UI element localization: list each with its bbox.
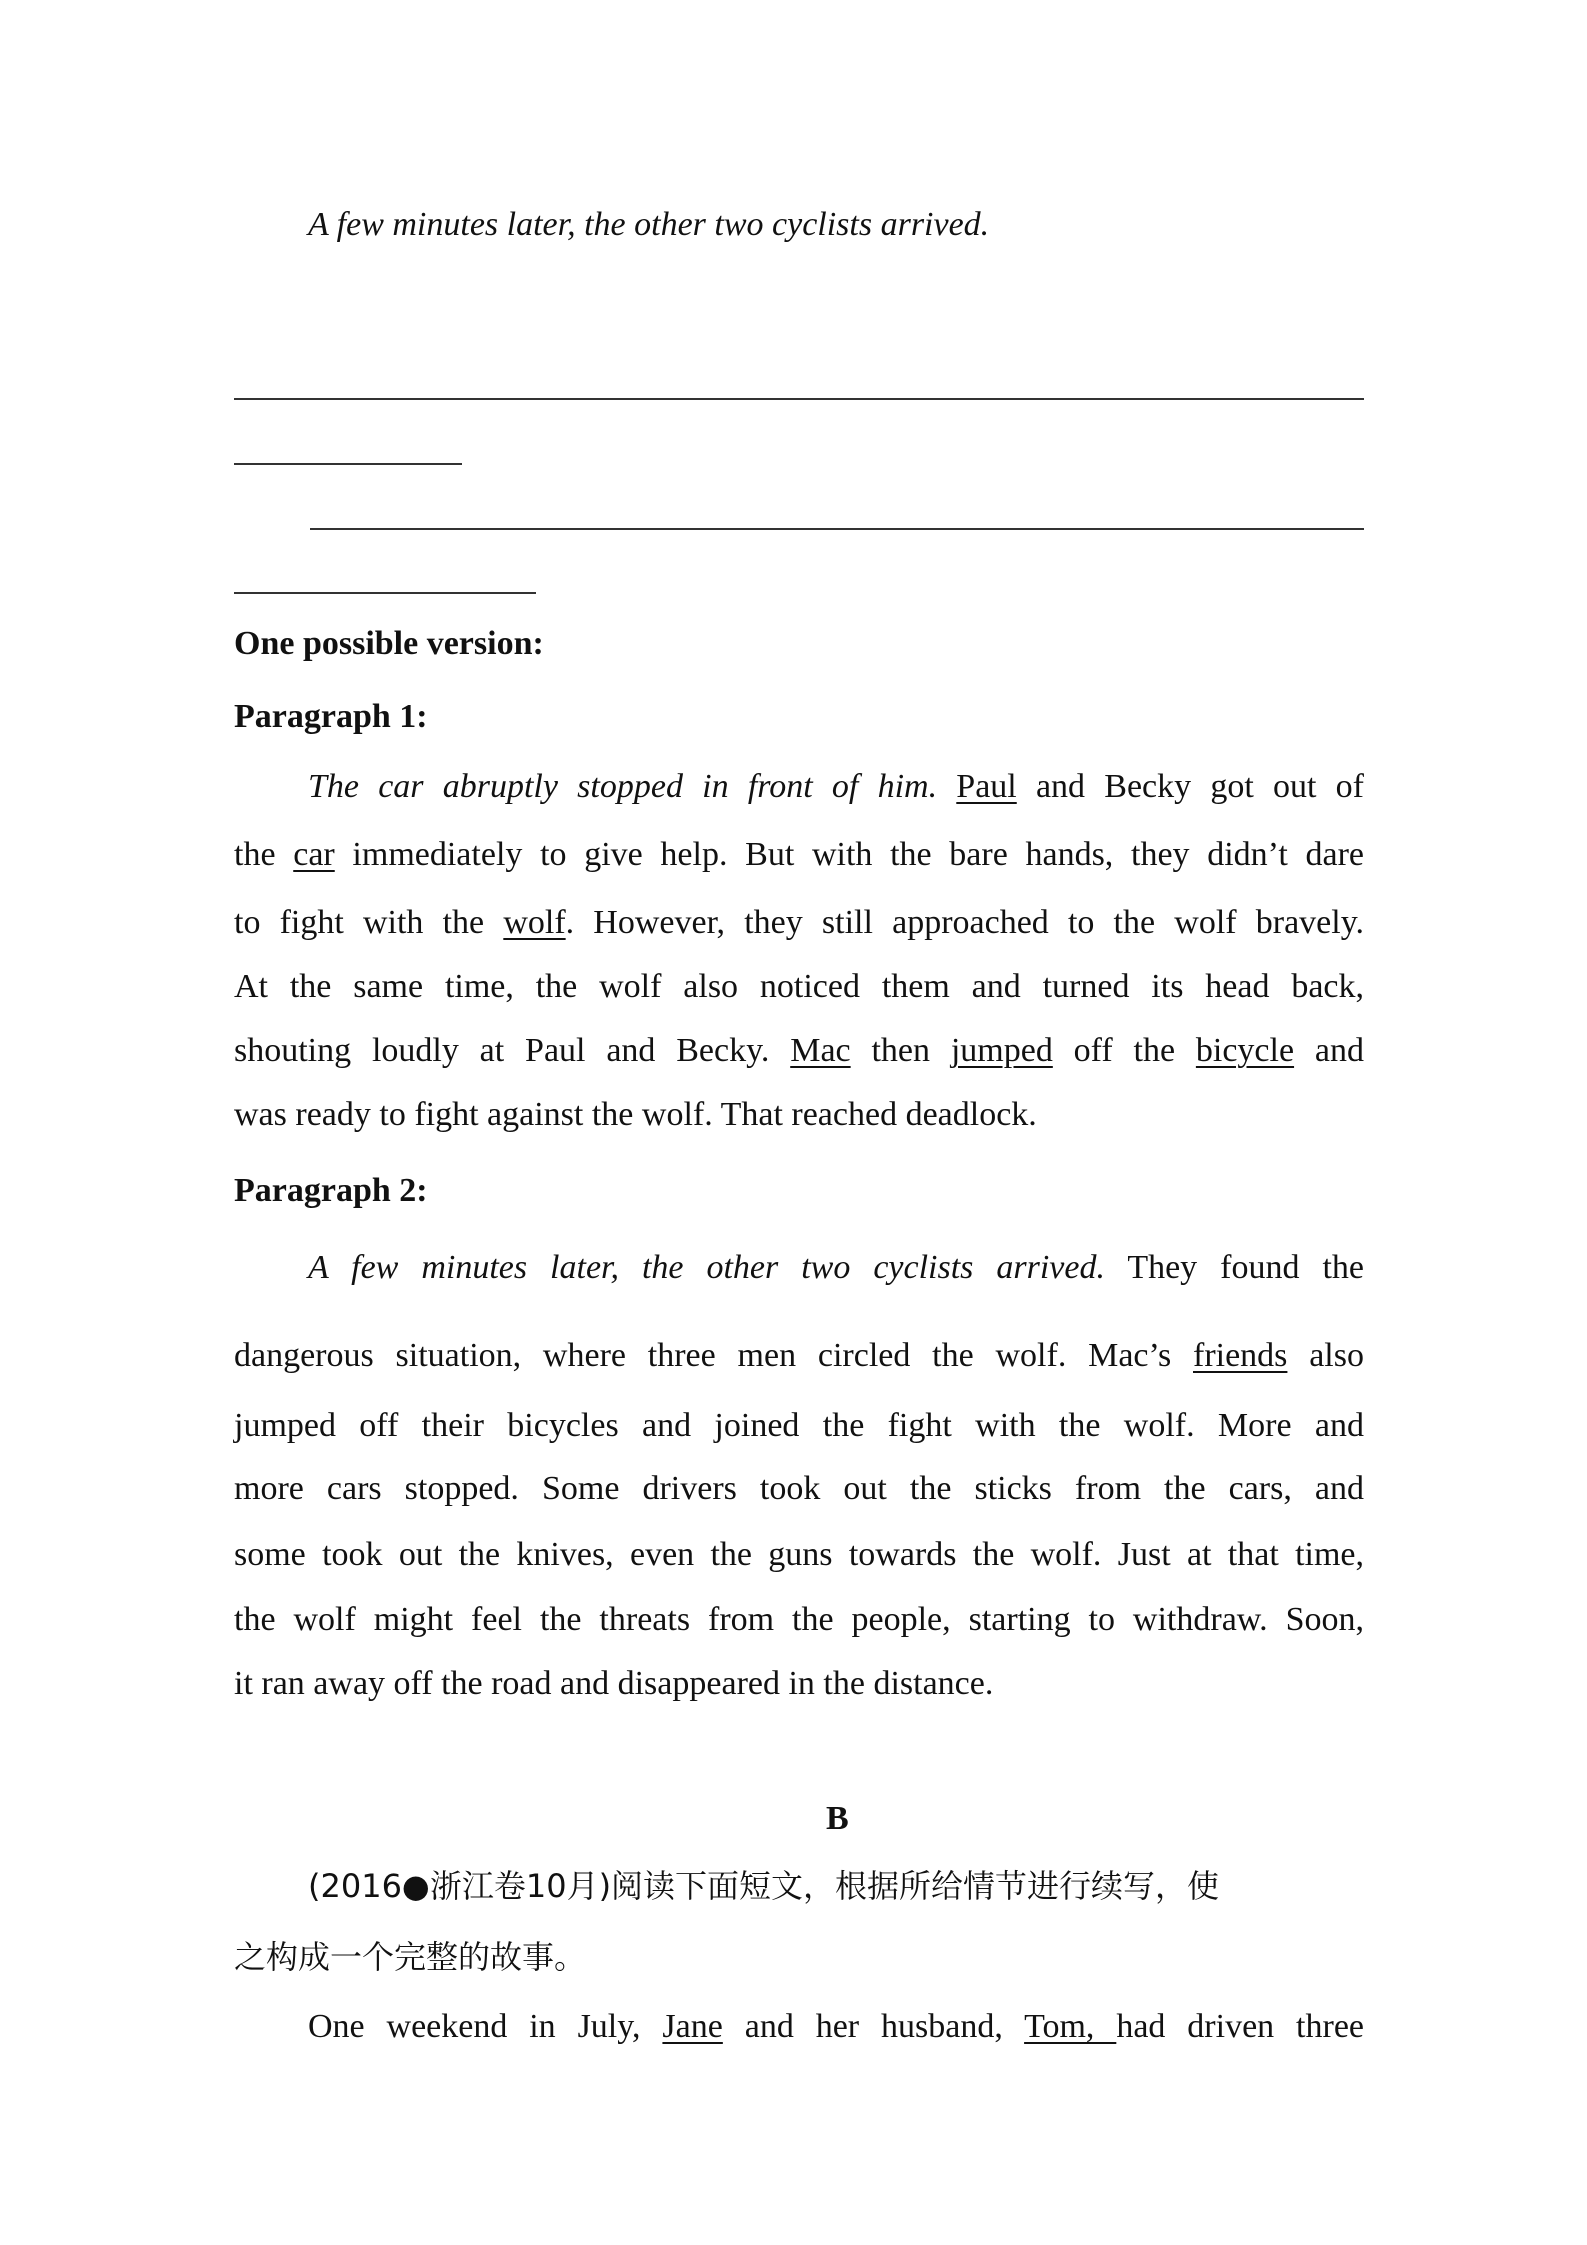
paragraph2-line: it ran away off the road and disappeared in the distance.: [234, 1665, 994, 1702]
paragraph1-label: Paragraph 1:: [234, 698, 428, 735]
paragraph2-label: Paragraph 2:: [234, 1172, 428, 1209]
prompt-sentence: A few minutes later, the other two cyclists arrived.: [308, 206, 990, 243]
section-b-heading: B: [826, 1800, 849, 1837]
answer-line: [234, 463, 462, 465]
paragraph2-line: the wolf might feel the threats from the people, starting to withdraw. Soon,: [234, 1601, 1364, 1638]
paragraph1-line: the car immediately to give help. But with the bare hands, they didn’t dare: [234, 836, 1365, 873]
paragraph2-line: jumped off their bicycles and joined the fight with the wolf. More and: [234, 1407, 1364, 1444]
version-heading: One possible version:: [234, 625, 544, 662]
paragraph2-line: A few minutes later, the other two cyclists arrived. They found the: [308, 1249, 1364, 1286]
paragraph1-line: to fight with the wolf. However, they still approached to the wolf bravely.: [234, 904, 1364, 941]
story-line-text: One weekend in July, Jane and her husband, Tom, had driven three: [308, 2008, 1364, 2045]
paragraph1-line: At the same time, the wolf also noticed them and turned its head back,: [234, 968, 1364, 1005]
answer-line: [234, 398, 1364, 400]
paragraph2-line: dangerous situation, where three men circled the wolf. Mac’s friends also: [234, 1337, 1364, 1374]
paragraph1-line: shouting loudly at Paul and Becky. Mac then jumped off the bicycle and: [234, 1032, 1364, 1069]
answer-line: [310, 528, 1364, 530]
paragraph2-line: more cars stopped. Some drivers took out the sticks from the cars, and: [234, 1470, 1364, 1507]
paragraph2-line: some took out the knives, even the guns towards the wolf. Just at that time,: [234, 1536, 1364, 1573]
answer-line: [234, 592, 536, 594]
paragraph1-line: The car abruptly stopped in front of him. Paul and Becky got out of: [308, 768, 1364, 805]
instruction-line-2: 之构成一个完整的故事。: [234, 1938, 587, 1976]
paragraph1-line: was ready to fight against the wolf. That reached deadlock.: [234, 1096, 1037, 1133]
instruction-line-1: (2016●浙江卷10月)阅读下面短文，根据所给情节进行续写，使: [308, 1867, 1220, 1905]
